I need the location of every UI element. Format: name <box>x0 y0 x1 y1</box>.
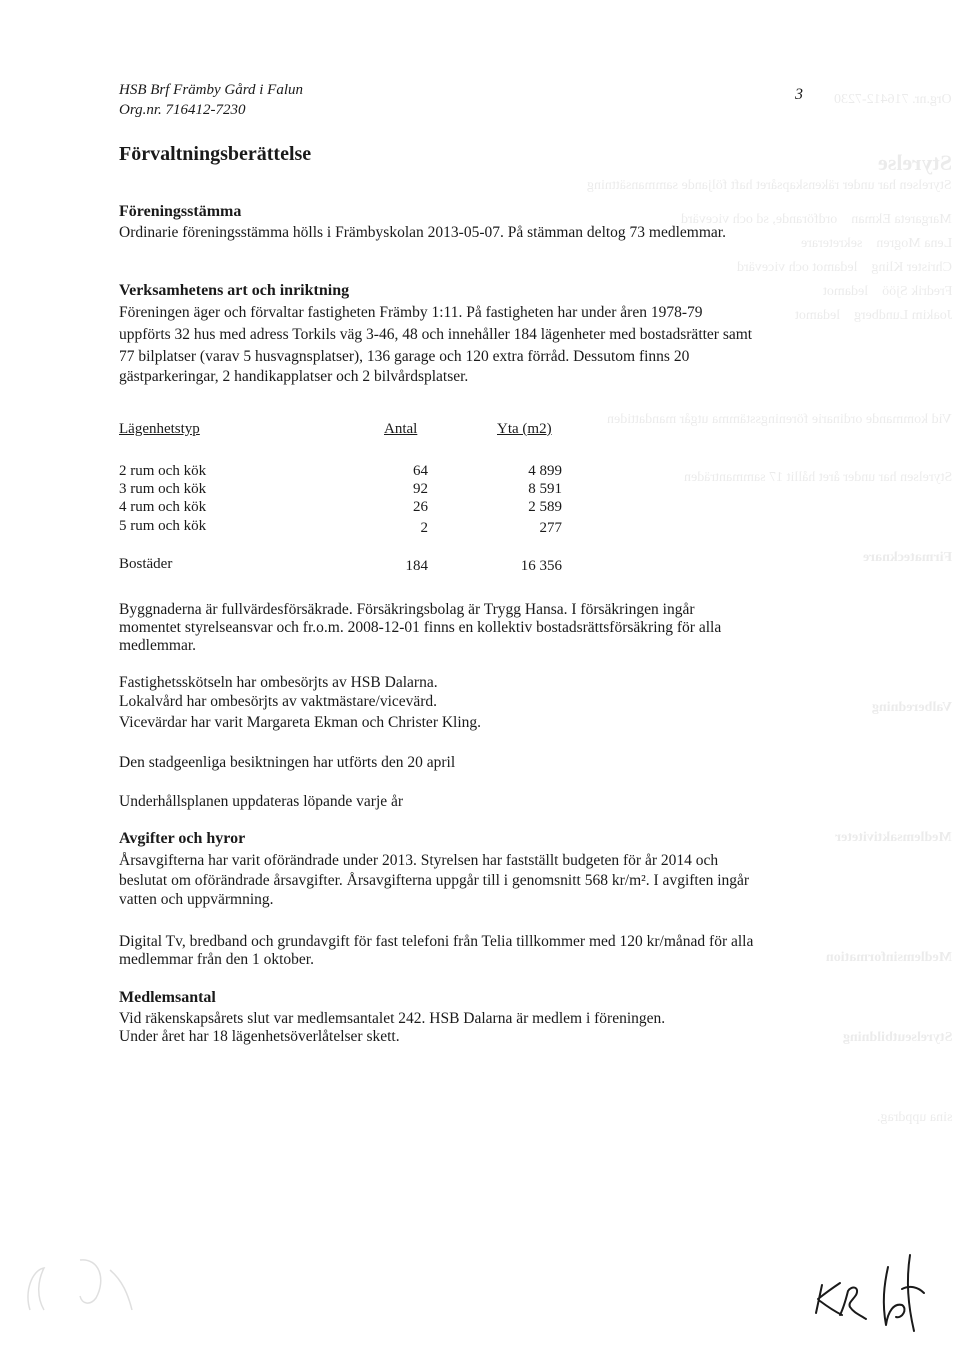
paragraph-avgifter-line: Årsavgifterna har varit oförändrade under 2013. Styrelsen har fastställt budgeten för år 2014 och <box>119 852 719 869</box>
paragraph-management-line: Fastighetsskötseln har ombesörjts av HSB Dalarna. <box>119 674 438 691</box>
paragraph-avgifter-line: vatten och uppvärmning. <box>119 891 274 908</box>
paragraph-digital-line: Digital Tv, bredband och grundavgift för fast telefoni från Telia tillkommer med 120 kr/månad för alla <box>119 933 754 950</box>
table-cell-count: 64 <box>413 463 428 479</box>
table-cell-type: 3 rum och kök <box>119 481 207 497</box>
paragraph-stamma: Ordinarie föreningsstämma hölls i Främbyskolan 2013-05-07. På stämman deltog 73 medlemmar. <box>119 224 726 241</box>
paragraph-management-line: Lokalvård har ombesörjts av vaktmästare/vicevärd. <box>119 693 438 710</box>
org-number: Org.nr. 716412-7230 <box>119 102 246 118</box>
handwritten-initials-signature <box>810 1245 940 1335</box>
paragraph-insurance-line: momentet styrelseansvar och fr.o.m. 2008-12-01 finns en kollektiv bostadsrättsförsäkring för alla <box>119 619 722 636</box>
table-cell-area: 2 589 <box>528 499 562 515</box>
paragraph-verksamhet-line: Föreningen äger och förvaltar fastigheten Främby 1:11. På fastigheten har under åren 1978-79 <box>119 304 703 321</box>
table-header-count: Antal <box>384 421 418 437</box>
page-title: Förvaltningsberättelse <box>119 143 312 165</box>
association-name: HSB Brf Främby Gård i Falun <box>119 82 304 98</box>
table-cell-type: 2 rum och kök <box>119 463 207 479</box>
table-cell-count: 26 <box>413 499 428 515</box>
paragraph-avgifter-line: beslutat om oförändrade årsavgifter. Årsavgifterna uppgår till i genomsnitt 568 kr/m². I avgiften ingår <box>119 872 750 889</box>
table-cell-count: 92 <box>413 481 428 497</box>
table-cell-area: 277 <box>539 520 562 536</box>
table-total-area: 16 356 <box>520 558 562 574</box>
table-header-type: Lägenhetstyp <box>119 421 200 437</box>
table-cell-area: 4 899 <box>528 463 562 479</box>
paragraph-verksamhet-line: uppförts 32 hus med adress Torkils väg 3-46, 48 och innehåller 184 lägenheter med bostadsrätter samt <box>119 326 753 343</box>
table-cell-type: 4 rum och kök <box>119 499 207 515</box>
paragraph-verksamhet-line: gästparkeringar, 2 handikapplatser och 2 bilvårdsplatser. <box>119 368 469 385</box>
paragraph-maintenance: Underhållsplanen uppdateras löpande varje år <box>119 793 404 810</box>
section-heading-stamma: Föreningsstämma <box>119 203 242 220</box>
table-total-label: Bostäder <box>119 556 173 572</box>
paragraph-members-line: Vid räkenskapsårets slut var medlemsantalet 242. HSB Dalarna är medlem i föreningen. <box>119 1010 666 1027</box>
section-heading-members: Medlemsantal <box>119 989 216 1006</box>
paragraph-verksamhet-line: 77 bilplatser (varav 5 husvagnsplatser), 136 garage och 120 extra förråd. Dessutom finns 20 <box>119 348 690 365</box>
table-cell-count: 2 <box>420 520 428 536</box>
bleed-signature-mark <box>10 1240 150 1330</box>
table-cell-area: 8 591 <box>528 481 562 497</box>
bleed-through-texture: Org.nr. 716412-7230 Styrelse Styrelsen har under räkenskapsåret haft följande sammansättning Margareta Ekman ordförande, sd och vicevärd Lena Mogren sekreterare Christer Kling ledamot och vicevärd Fredrik Sjöö ledamot Joakim Lundberg ledamot Vid kommande ordinarie föreningsstämma utgår mandattiden Styrelsen har under året hållit 17 sammanträden Firmatecknare Valberedning Medlemsaktiviteter Medlemsinformation Styrelseutbildning sina uppdrag. <box>587 92 952 1125</box>
paragraph-management-line: Vicevärdar har varit Margareta Ekman och Christer Kling. <box>119 714 482 731</box>
paragraph-members-line: Under året har 18 lägenhetsöverlåtelser skett. <box>119 1028 400 1045</box>
paragraph-inspection: Den stadgeenliga besiktningen har utförts den 20 april <box>119 754 456 771</box>
paragraph-insurance-line: medlemmar. <box>119 637 197 654</box>
section-heading-avgifter: Avgifter och hyror <box>119 830 246 847</box>
paragraph-insurance-line: Byggnaderna är fullvärdesförsäkrade. Försäkringsbolag är Trygg Hansa. I försäkringen ingår <box>119 601 695 618</box>
table-total-count: 184 <box>405 558 428 574</box>
table-cell-type: 5 rum och kök <box>119 518 207 534</box>
paragraph-digital-line: medlemmar från den 1 oktober. <box>119 951 314 968</box>
section-heading-verksamhet: Verksamhetens art och inriktning <box>119 282 350 299</box>
table-header-area: Yta (m2) <box>497 421 552 437</box>
page-number: 3 <box>795 86 803 103</box>
